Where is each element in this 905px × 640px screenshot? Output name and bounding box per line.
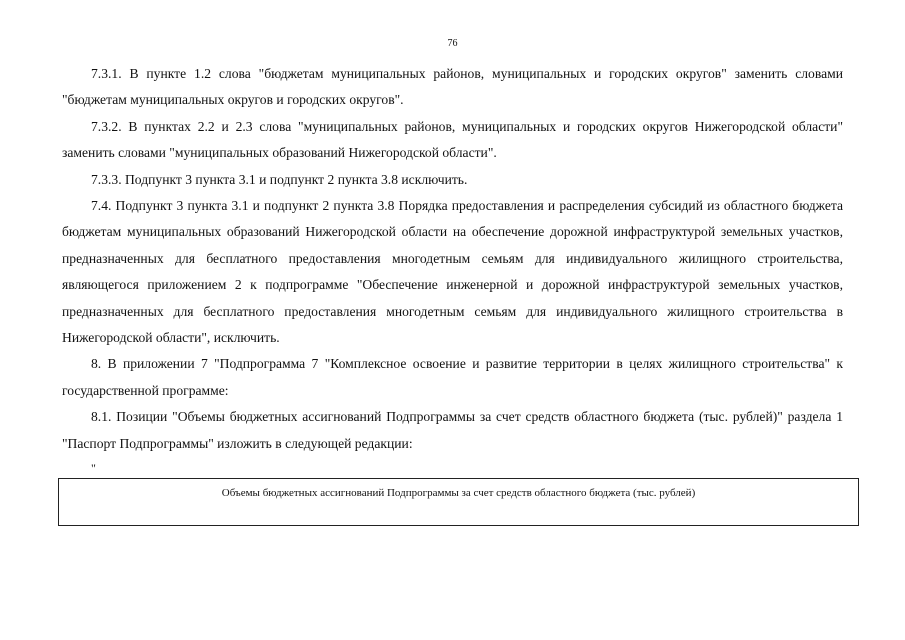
document-body (62, 61, 843, 479)
budget-table-header: Объемы бюджетных ассигнований Подпрограммы за счет средств областного бюджета (тыс. рублей) (221, 487, 696, 499)
opening-quote-mark: " (91, 461, 96, 476)
paragraph-8: 8. В приложении 7 "Подпрограмма 7 "Комплексное освоение и развитие территории в целях жилищного строительства" к государственной программе: (62, 356, 843, 398)
paragraph-7-4: 7.4. Подпункт 3 пункта 3.1 и подпункт 2 пункта 3.8 Порядка предоставления и распределения субсидий из областного бюджета бюджетам муниципальных образований Нижегородской области на обеспечение дорожной инфраструктурой земельных участков, предназначенных для бесплатного предоставления многодетным семьям для индивидуального жилищного строительства, являющегося приложением 2 к подпрограмме "Обеспечение инженерной и дорожной инфраструктурой земельных участков, предназначенных для бесплатного предоставления многодетным семьям для индивидуального жилищного строительства в Нижегородской области", исключить. (62, 198, 843, 346)
paragraph-7-3-3: 7.3.3. Подпункт 3 пункта 3.1 и подпункт 2 пункта 3.8 исключить. (91, 171, 468, 187)
page-number: 76 (447, 38, 458, 49)
paragraph-7-3-1: 7.3.1. В пункте 1.2 слова "бюджетам муниципальных районов, муниципальных и городских округов" заменить словами "бюджетам муниципальных округов и городских округов". (62, 66, 843, 108)
budget-table (58, 478, 859, 526)
paragraph-8-1: 8.1. Позиции "Объемы бюджетных ассигнований Подпрограммы за счет средств областного бюджета (тыс. рублей)" раздела 1 "Паспорт Подпрограммы" изложить в следующей редакции: (62, 409, 843, 451)
paragraph-7-3-2: 7.3.2. В пунктах 2.2 и 2.3 слова "муниципальных районов, муниципальных и городских округов Нижегородской области" заменить словами "муниципальных образований Нижегородской области". (62, 118, 843, 161)
